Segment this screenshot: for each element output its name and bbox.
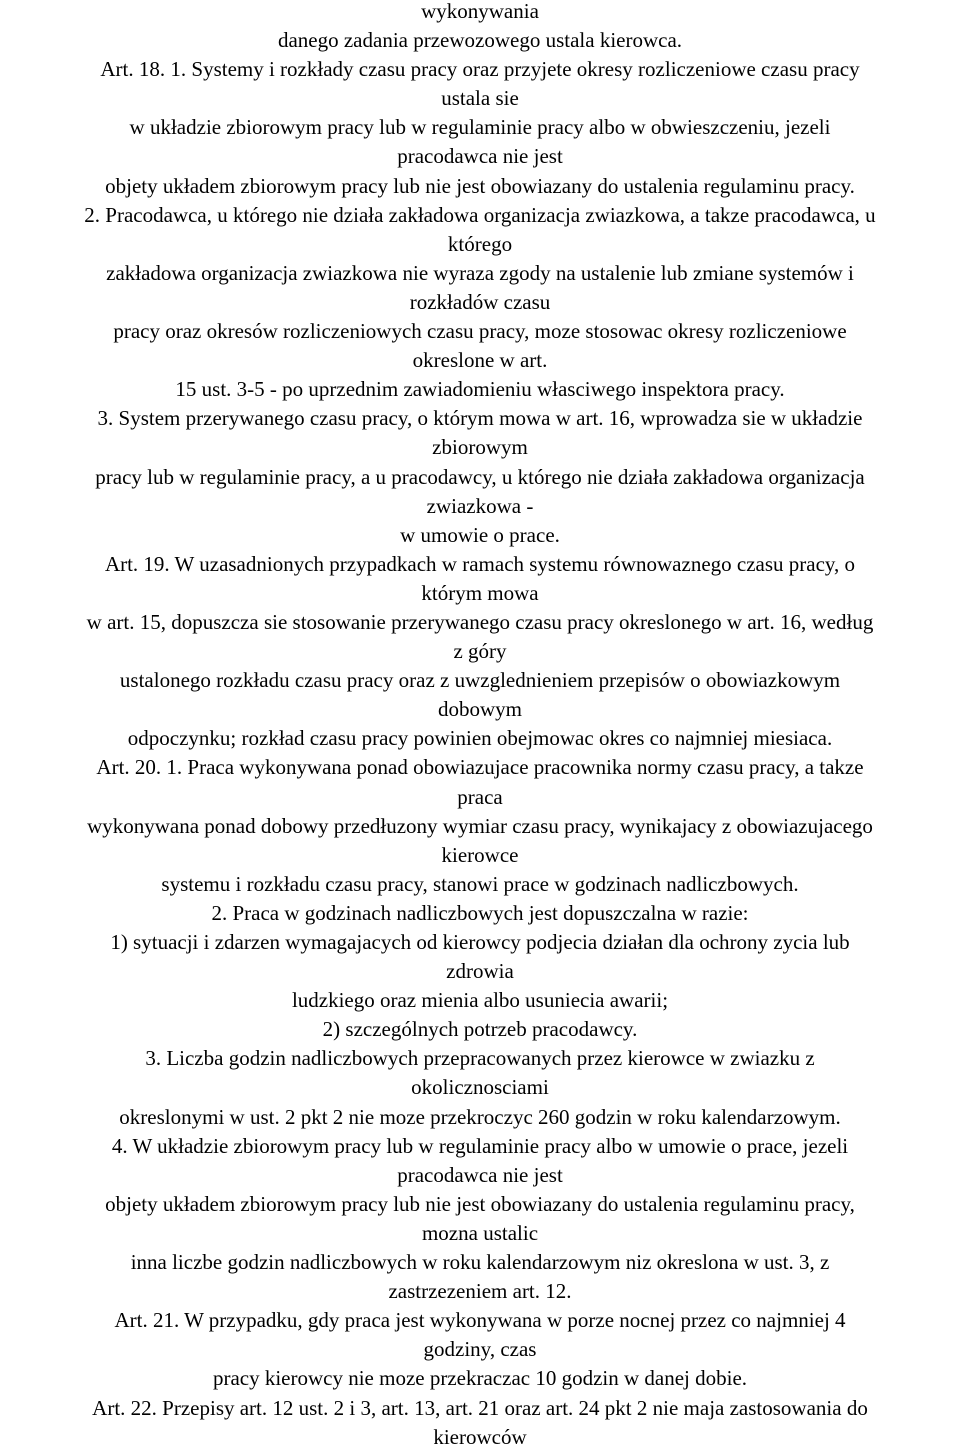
- text-line: w układzie zbiorowym pracy lub w regulaminie pracy albo w obwieszczeniu, jezeli: [129, 115, 831, 140]
- text-line: pracy kierowcy nie moze przekraczac 10 godzin w danej dobie.: [212, 1366, 748, 1391]
- text-line: godziny, czas: [423, 1337, 537, 1362]
- text-line: Art. 19. W uzasadnionych przypadkach w ramach systemu równowaznego czasu pracy, o: [104, 551, 856, 576]
- text-line: którego: [447, 231, 513, 256]
- text-line: w art. 15, dopuszcza sie stosowanie przerywanego czasu pracy okreslonego w art. 16, według: [86, 609, 874, 634]
- text-line: mozna ustalic: [421, 1220, 539, 1245]
- text-line: 3. System przerywanego czasu pracy, o którym mowa w art. 16, wprowadza sie w układzie: [97, 406, 863, 431]
- text-line: 1) sytuacji i zdarzen wymagajacych od kierowcy podjecia działan dla ochrony zycia lub: [110, 930, 850, 954]
- text-line: ustala sie: [441, 86, 519, 111]
- text-line: zastrzezeniem art. 12.: [388, 1279, 572, 1304]
- text-line: 2. Pracodawca, u którego nie działa zakładowa organizacja zwiazkowa, a takze pracodawca, u: [84, 202, 876, 227]
- text-line: Art. 22. Przepisy art. 12 ust. 2 i 3, art. 13, art. 21 oraz art. 24 pkt 2 nie maja zastosowania do: [92, 1395, 868, 1420]
- text-line: zbiorowym: [432, 435, 528, 460]
- text-line: pracy lub w regulaminie pracy, a u pracodawcy, u którego nie działa zakładowa organizacja: [95, 464, 865, 489]
- text-line: którym mowa: [421, 580, 539, 605]
- text-line: dobowym: [438, 697, 522, 722]
- text-line: rozkładów czasu: [409, 289, 551, 314]
- text-line: kierowców: [433, 1424, 527, 1449]
- text-line: systemu i rozkładu czasu pracy, stanowi prace w godzinach nadliczbowych.: [161, 871, 799, 896]
- text-line: zdrowia: [446, 959, 514, 984]
- text-line: pracodawca nie jest: [397, 1162, 563, 1187]
- text-line: Art. 20. 1. Praca wykonywana ponad obowiazujace pracownika normy czasu pracy, a takze: [96, 755, 864, 780]
- text-line: kierowce: [441, 842, 519, 867]
- text-line: Art. 21. W przypadku, gdy praca jest wykonywana w porze nocnej przez co najmniej 4: [114, 1308, 846, 1333]
- text-line: okreslonymi w ust. 2 pkt 2 nie moze przekroczyc 260 godzin w roku kalendarzowym.: [119, 1104, 841, 1129]
- text-line: inna liczbe godzin nadliczbowych w roku kalendarzowym niz okreslona w ust. 3, z: [130, 1250, 830, 1275]
- text-line: wykonywania: [421, 0, 539, 23]
- text-line: w umowie o prace.: [400, 522, 560, 547]
- text-line: 4. W układzie zbiorowym pracy lub w regulaminie pracy albo w umowie o prace, jezeli: [111, 1133, 849, 1158]
- text-line: 2. Praca w godzinach nadliczbowych jest dopuszczalna w razie:: [211, 900, 749, 925]
- text-line: 3. Liczba godzin nadliczbowych przepracowanych przez kierowce w zwiazku z: [145, 1046, 815, 1071]
- text-line: danego zadania przewozowego ustala kierowca.: [277, 28, 683, 53]
- text-line: ludzkiego oraz mienia albo usuniecia awarii;: [291, 988, 669, 1013]
- text-line: pracodawca nie jest: [397, 144, 563, 169]
- text-line: pracy oraz okresów rozliczeniowych czasu pracy, moze stosowac okresy rozliczeniowe: [113, 319, 847, 344]
- text-line: okreslone w art.: [412, 348, 548, 373]
- text-line: zwiazkowa -: [426, 493, 534, 518]
- text-line: z góry: [453, 639, 507, 664]
- text-line: 15 ust. 3-5 - po uprzednim zawiadomieniu własciwego inspektora pracy.: [175, 377, 785, 402]
- text-line: ustalonego rozkładu czasu pracy oraz z uwzglednieniem przepisów o obowiazkowym: [119, 668, 841, 693]
- text-line: 2) szczególnych potrzeb pracodawcy.: [322, 1017, 638, 1042]
- text-line: wykonywana ponad dobowy przedłuzony wymiar czasu pracy, wynikajacy z obowiazujacego: [87, 813, 873, 838]
- text-line: praca: [457, 784, 503, 809]
- text-line: okolicznosciami: [411, 1075, 549, 1100]
- text-line: odpoczynku; rozkład czasu pracy powinien obejmowac okres co najmniej miesiaca.: [127, 726, 833, 751]
- text-line: Art. 18. 1. Systemy i rozkłady czasu pracy oraz przyjete okresy rozliczeniowe czasu pracy: [100, 57, 860, 82]
- text-line: objety układem zbiorowym pracy lub nie jest obowiazany do ustalenia regulaminu pracy,: [105, 1191, 855, 1216]
- text-line: objety układem zbiorowym pracy lub nie jest obowiazany do ustalenia regulaminu pracy.: [105, 173, 855, 198]
- text-line: zakładowa organizacja zwiazkowa nie wyraza zgody na ustalenie lub zmiane systemów i: [106, 260, 854, 285]
